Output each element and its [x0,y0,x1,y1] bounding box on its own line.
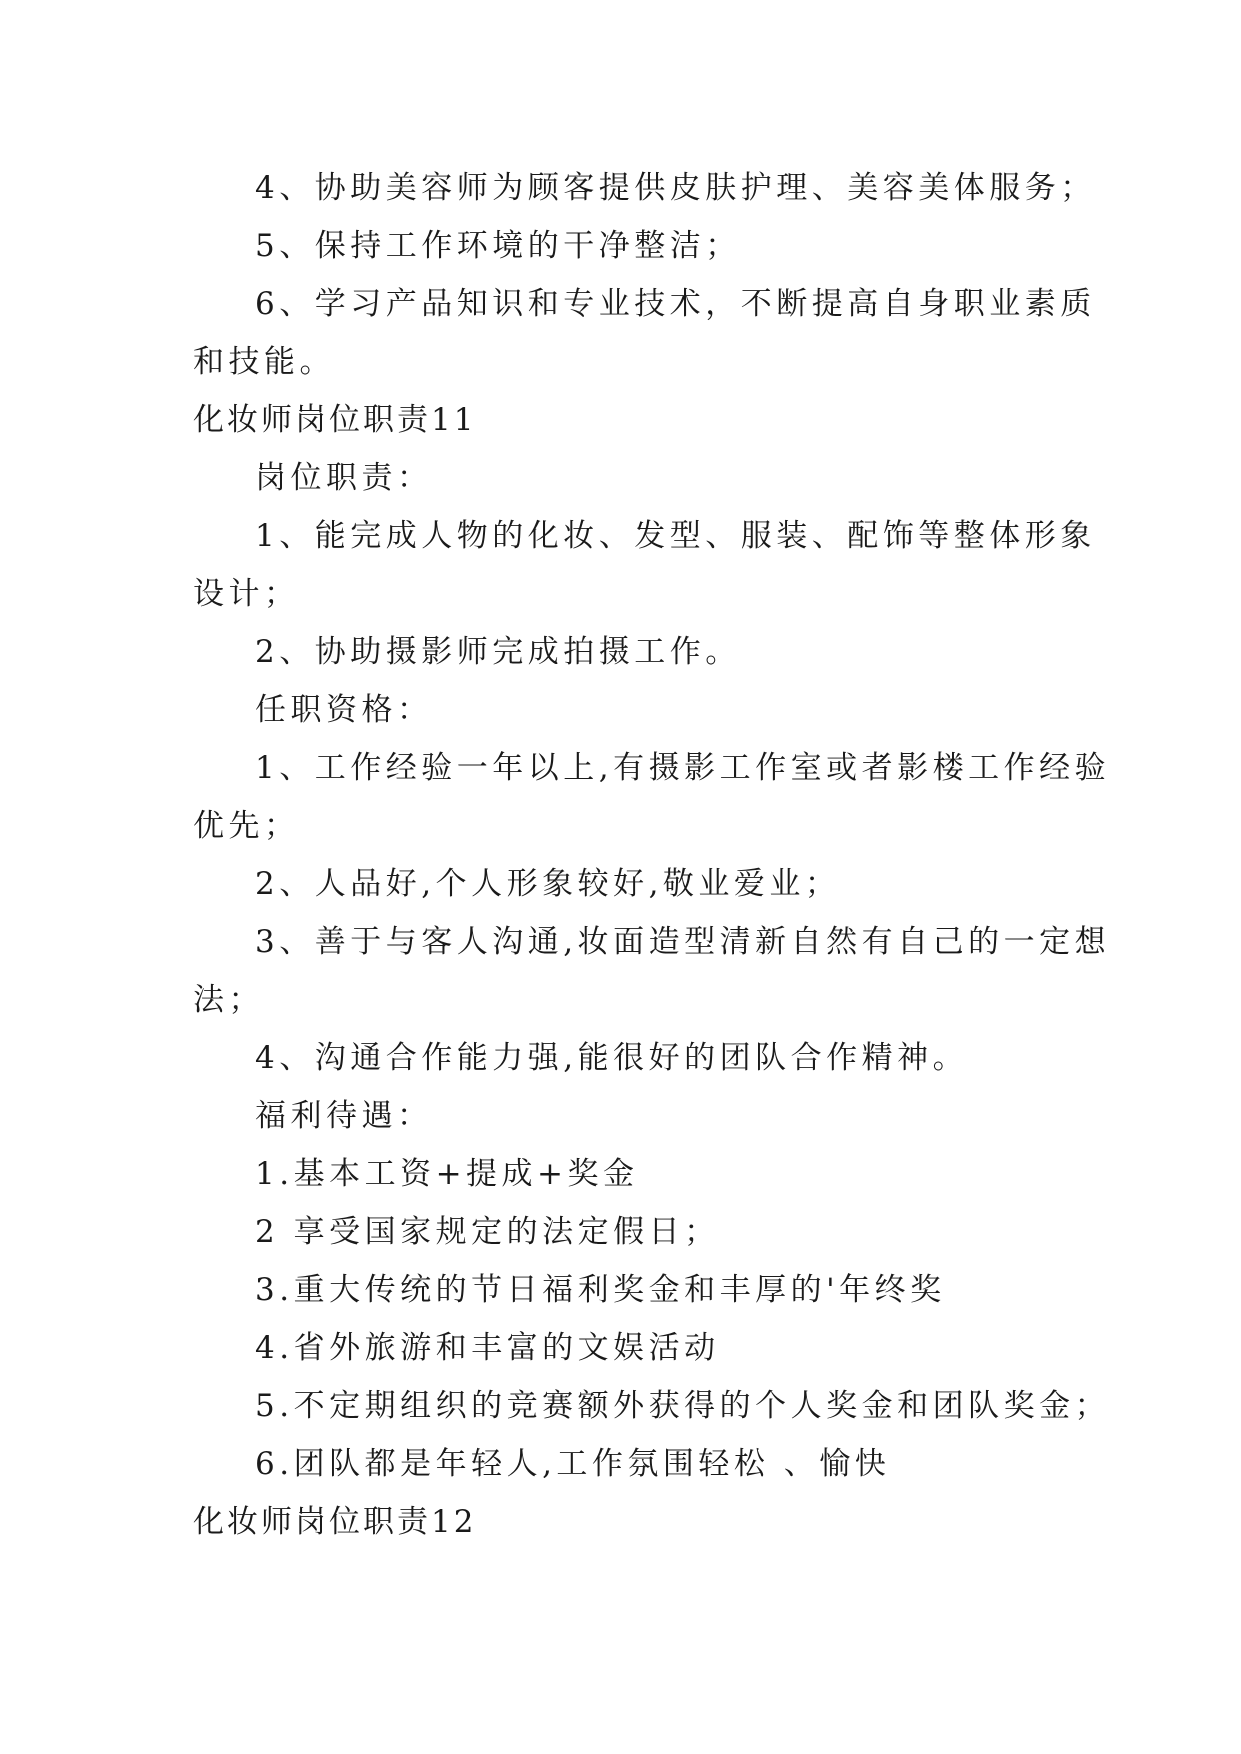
paragraph-line: 和技能。 [193,344,335,380]
paragraph-line: 4.省外旅游和丰富的文娱活动 [255,1330,720,1366]
section-heading: 化妆师岗位职责12 [193,1504,477,1540]
paragraph-line: 2、协助摄影师完成拍摄工作。 [255,634,741,670]
paragraph-line: 岗位职责： [255,460,433,496]
paragraph-line: 设计； [193,576,300,612]
paragraph-line: 6.团队都是年轻人,工作氛围轻松 、愉快 [255,1446,891,1482]
paragraph-line: 5.不定期组织的竞赛额外获得的个人奖金和团队奖金； [255,1388,1111,1424]
section-heading: 化妆师岗位职责11 [193,402,477,438]
paragraph-line: 5、保持工作环境的干净整洁； [255,228,741,264]
paragraph-line: 任职资格： [255,692,433,728]
paragraph-line: 1、工作经验一年以上,有摄影工作室或者影楼工作经验 [255,750,1111,786]
paragraph-line: 2、人品好,个人形象较好,敬业爱业； [255,866,841,902]
paragraph-line: 1、能完成人物的化妆、发型、服装、配饰等整体形象 [255,518,1096,554]
paragraph-line: 4、沟通合作能力强,能很好的团队合作精神。 [255,1040,969,1076]
paragraph-line: 福利待遇： [255,1098,433,1134]
paragraph-line: 1.基本工资+提成+奖金 [255,1156,639,1192]
paragraph-line: 4、协助美容师为顾客提供皮肤护理、美容美体服务； [255,170,1096,206]
paragraph-line: 3.重大传统的节日福利奖金和丰厚的'年终奖 [255,1272,946,1308]
paragraph-line: 2 享受国家规定的法定假日； [255,1214,720,1250]
paragraph-line: 优先； [193,808,300,844]
paragraph-line: 3、善于与客人沟通,妆面造型清新自然有自己的一定想 [255,924,1111,960]
paragraph-line: 6、学习产品知识和专业技术，不断提高自身职业素质 [255,286,1096,322]
paragraph-line: 法； [193,982,264,1018]
